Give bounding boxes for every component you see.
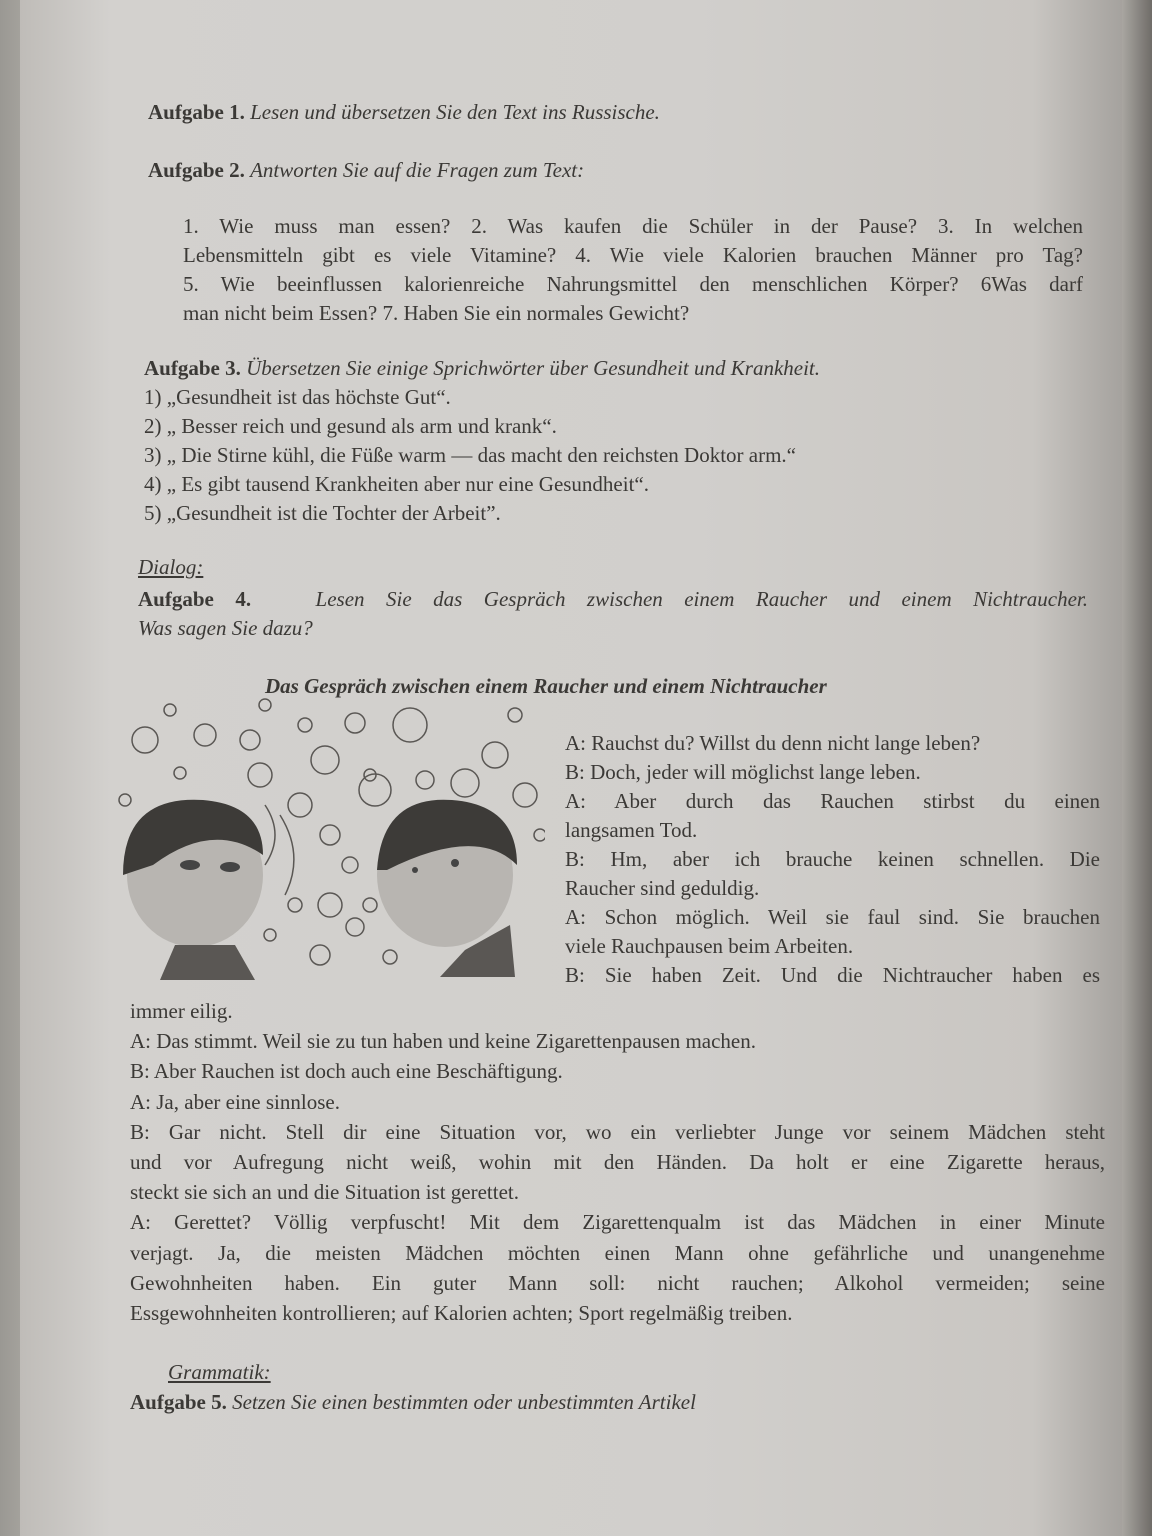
task-label: Aufgabe 1. [148, 100, 245, 124]
task-label: Aufgabe 5. [130, 1390, 227, 1414]
task-instruction: Setzen Sie einen bestimmten oder unbestimmten Artikel [232, 1390, 696, 1414]
task-instruction: Übersetzen Sie einige Sprichwörter über Gesundheit und Krankheit. [246, 356, 821, 380]
dialog-line: Raucher sind geduldig. [565, 876, 760, 900]
task-label: Aufgabe 3. [144, 356, 241, 380]
grammar-heading: Grammatik: [168, 1360, 271, 1384]
dialog-line: verjagt. Ja, die meisten Mädchen möchten einen Mann ohne gefährliche und unangenehme [130, 1240, 1105, 1265]
task-label: Aufgabe 4. [138, 587, 252, 611]
task-5 [130, 1388, 696, 1417]
task-instruction: Antworten Sie auf die Fragen zum Text: [250, 158, 585, 182]
dialog-line: A: Schon möglich. Weil sie faul sind. Sie brauchen [565, 905, 1100, 929]
dialog-line: B: Sie haben Zeit. Und die Nichtraucher haben es [565, 963, 1100, 987]
task-instruction: Lesen Sie das Gespräch zwischen einem Raucher und einem Nichtraucher. [315, 587, 1088, 611]
task-1 [148, 98, 660, 127]
dialog-line: steckt sie sich an und die Situation ist gerettet. [130, 1180, 520, 1205]
dialog-line: A: Gerettet? Völlig verpfuscht! Mit dem Zigarettenqualm ist das Mädchen in einer Minute [130, 1210, 1105, 1235]
proverb: 5) „Gesundheit ist die Tochter der Arbeit”. [144, 501, 501, 525]
task-instruction: Lesen und übersetzen Sie den Text ins Russische. [250, 100, 660, 124]
dialog-title: Das Gespräch zwischen einem Raucher und einem Nichtraucher [265, 674, 827, 698]
question-line: man nicht beim Essen? 7. Haben Sie ein normales Gewicht? [183, 301, 690, 325]
dialog-heading: Dialog: [138, 555, 204, 579]
proverb: 1) „Gesundheit ist das höchste Gut“. [144, 385, 451, 409]
proverb: 3) „ Die Stirne kühl, die Füße warm — das macht den reichsten Doktor arm.“ [144, 443, 796, 467]
dialog-line: A: Rauchst du? Willst du denn nicht lange leben? [565, 731, 981, 755]
task-label: Aufgabe 2. [148, 158, 245, 182]
dialog-line: viele Rauchpausen beim Arbeiten. [565, 934, 854, 958]
dialog-line: B: Gar nicht. Stell dir eine Situation vor, wo ein verliebter Junge vor seinem Mädchen steht [130, 1119, 1105, 1144]
task-2 [148, 156, 584, 185]
task-4 [138, 585, 1088, 643]
nonsmoker-face [377, 800, 517, 977]
dialog-line: B: Aber Rauchen ist doch auch eine Beschäftigung. [130, 1059, 563, 1084]
question-line: Lebensmitteln gibt es viele Vitamine? 4. Wie viele Kalorien brauchen Männer pro Tag? [183, 243, 1083, 267]
dialog-line: langsamen Tod. [565, 818, 698, 842]
proverb: 2) „ Besser reich und gesund als arm und krank“. [144, 414, 557, 438]
page-edge-shadow [1122, 0, 1152, 1536]
dialog-side-text [565, 729, 1100, 990]
question-line: 5. Wie beeinflussen kalorienreiche Nahrungsmittel den menschlichen Körper? 6Was darf [183, 272, 1083, 296]
dialog-line: A: Das stimmt. Weil sie zu tun haben und keine Zigarettenpausen machen. [130, 1029, 757, 1054]
dialog-line: B: Hm, aber ich brauche keinen schnellen. Die [565, 847, 1100, 871]
questions-list [183, 212, 1083, 328]
dialog-line: Gewohnheiten haben. Ein guter Mann soll: nicht rauchen; Alkohol vermeiden; seine [130, 1270, 1105, 1295]
proverb: 4) „ Es gibt tausend Krankheiten aber nur eine Gesundheit“. [144, 472, 649, 496]
task-3 [144, 354, 820, 528]
question-line: 1. Wie muss man essen? 2. Was kaufen die Schüler in der Pause? 3. In welchen [183, 214, 1083, 238]
dialog-line: immer eilig. [130, 999, 233, 1023]
dialog-full-text [130, 996, 1105, 1328]
dialog-line: Essgewohnheiten kontrollieren; auf Kalorien achten; Sport regelmäßig treiben. [130, 1301, 793, 1326]
dialog-line: A: Aber durch das Rauchen stirbst du einen [565, 789, 1100, 813]
dialog-line: und vor Aufregung nicht weiß, wohin mit den Händen. Da holt er eine Zigarette heraus, [130, 1150, 1105, 1175]
smoker-face [123, 800, 263, 980]
dialog-line: B: Doch, jeder will möglichst lange leben. [565, 760, 921, 784]
task-instruction-2: Was sagen Sie dazu? [138, 616, 313, 640]
smokers-illustration [115, 695, 545, 985]
dialog-line: A: Ja, aber eine sinnlose. [130, 1089, 340, 1114]
